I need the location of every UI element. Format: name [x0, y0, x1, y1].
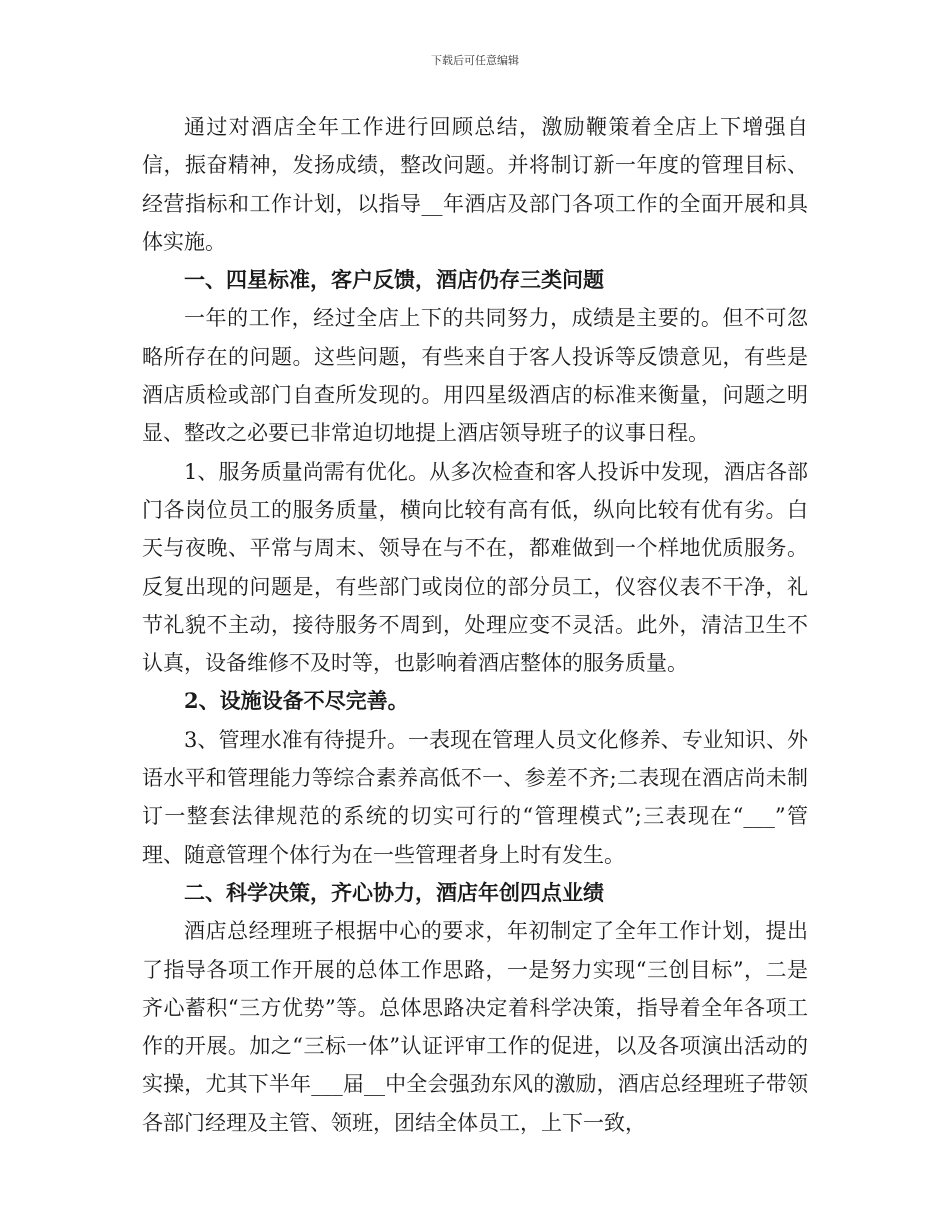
paragraph-intro: 通过对酒店全年工作进行回顾总结，激励鞭策着全店上下增强自信，振奋精神，发扬成绩，整改问题。并将制订新一年度的管理目标、经营指标和工作计划，以指导__年酒店及部门各项工作的全面开展和具体实施。: [142, 115, 808, 254]
document-body: [142, 108, 808, 1142]
section-heading-1: 一、四星标准，客户反馈，酒店仍存三类问题: [184, 267, 604, 293]
paragraph-service-quality: 1、服务质量尚需有优化。从多次检查和客人投诉中发现，酒店各部门各岗位员工的服务质量，横向比较有高有低，纵向比较有优有劣。白天与夜晚、平常与周末、领导在与不在，都难做到一个样地优质服务。反复出现的问题是，有些部门或岗位的部分员工，仪容仪表不干净，礼节礼貌不主动，接待服务不周到，处理应变不灵活。此外，清洁卫生不认真，设备维修不及时等，也影响着酒店整体的服务质量。: [142, 459, 808, 676]
paragraph-management-level: 3、管理水准有待提升。一表现在管理人员文化修养、专业知识、外语水平和管理能力等综合素养高低不一、参差不齐;二表现在酒店尚未制订一整套法律规范的系统的切实可行的“管理模式”;三表现在“___”管理、随意管理个体行为在一些管理者身上时有发生。: [142, 727, 808, 867]
paragraph-achievements: 酒店总经理班子根据中心的要求，年初制定了全年工作计划，提出了指导各项工作开展的总体工作思路，一是努力实现“三创目标”，二是齐心蓄积“三方优势”等。总体思路决定着科学决策，指导着全年各项工作的开展。加之“三标一体”认证评审工作的促进，以及各项演出活动的实操，尤其下半年___届__中全会强劲东风的激励，酒店总经理班子带领各部门经理及主管、领班，团结全体员工，上下一致，: [142, 919, 808, 1135]
subheading-facilities: 2、设施设备不尽完善。: [184, 688, 409, 714]
page-header: 下载后可任意编辑: [431, 54, 519, 67]
section-heading-2: 二、科学决策，齐心协力，酒店年创四点业绩: [184, 879, 604, 905]
paragraph-problems-overview: 一年的工作，经过全店上下的共同努力，成绩是主要的。但不可忽略所存在的问题。这些问题，有些来自于客人投诉等反馈意见，有些是酒店质检或部门自查所发现的。用四星级酒店的标准来衡量，问题之明显、整改之必要已非常迫切地提上酒店领导班子的议事日程。: [142, 306, 808, 446]
